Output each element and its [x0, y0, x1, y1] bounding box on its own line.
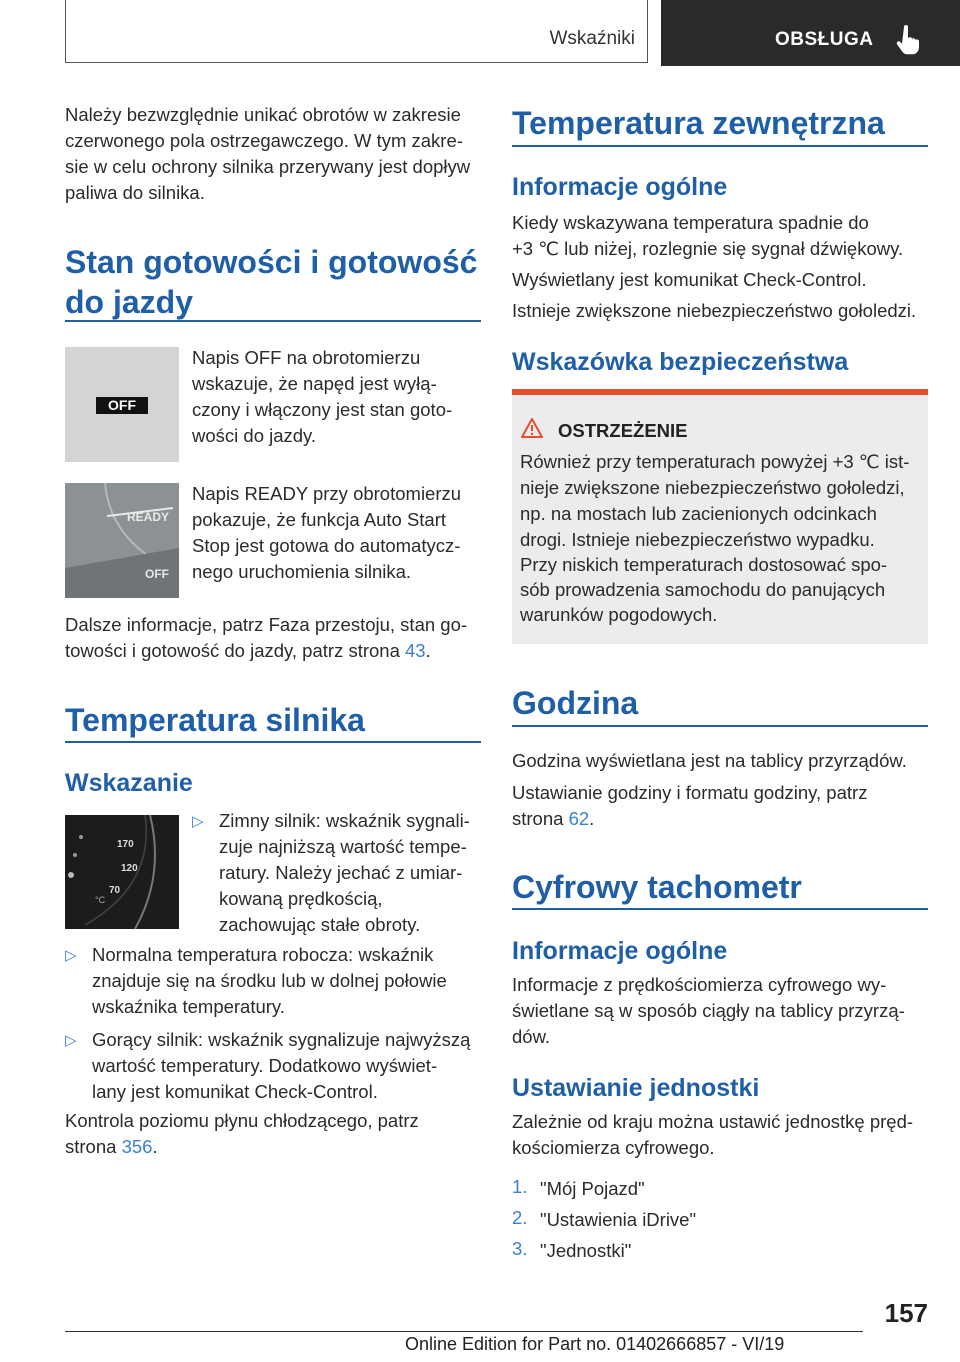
ext-p2: Wyświetlany jest komunikat Check-Control. — [512, 269, 867, 290]
step-1-text: "Mój Pojazd" — [540, 1178, 645, 1199]
temperature-gauge-image — [65, 815, 179, 929]
bullet-triangle-icon: ▷ — [65, 1032, 77, 1049]
step-2-text: "Ustawienia iDrive" — [540, 1209, 697, 1230]
header-section-title: Wskaźniki — [549, 28, 635, 49]
coolant-line-2: strona 356. — [65, 1136, 158, 1157]
hand-pointer-icon — [895, 25, 921, 55]
intro-line-3: sie w celu ochrony silnika przerywany jest dopływ — [65, 156, 471, 177]
tacho-line-1: Informacje z prędkościomierza cyfrowego wy‐ — [512, 974, 887, 995]
bullet-1-line-4: kowaną prędkością, — [219, 888, 383, 909]
heading-informacje-ogolne-1: Informacje ogólne — [512, 173, 728, 201]
ready-text-line-4: nego uruchomienia silnika. — [192, 561, 412, 582]
off-text-line-3: czony i włączony jest stan goto‐ — [192, 399, 453, 420]
more-info-line-1: Dalsze informacje, patrz Faza przestoju, stan go‐ — [65, 614, 468, 635]
bullet-2-line-1: Normalna temperatura robocza: wskaźnik — [92, 944, 434, 965]
heading-temp-zewnetrzna: Temperatura zewnętrzna — [512, 105, 885, 141]
ready-text-line-2: pokazuje, że funkcja Auto Start — [192, 509, 447, 530]
intro-line-2: czerwonego pola ostrzegawczego. W tym zakre‐ — [65, 130, 463, 151]
ready-text-line-1: Napis READY przy obrotomierzu — [192, 483, 462, 504]
page-link-43[interactable]: 43 — [405, 640, 426, 661]
heading-ustawianie-jednostki: Ustawianie jednostki — [512, 1074, 760, 1102]
off-label: OFF — [96, 397, 148, 414]
more-info-line-2: towości i gotowość do jazdy, patrz strona 43. — [65, 640, 431, 661]
page-link-356[interactable]: 356 — [121, 1136, 153, 1157]
heading-wskazowka: Wskazówka bezpieczeństwa — [512, 348, 849, 376]
intro-line-4: paliwa do silnika. — [65, 182, 205, 203]
bullet-1-line-1: Zimny silnik: wskaźnik sygnali‐ — [219, 810, 470, 831]
gauge-label: 170 — [117, 839, 134, 850]
heading-temp-silnika: Temperatura silnika — [65, 702, 365, 738]
warning-line-7: warunków pogodowych. — [520, 604, 718, 625]
ready-indicator-image — [65, 483, 179, 598]
clock-p2-line-2: strona 62. — [512, 808, 595, 829]
bullet-1-line-2: zuje najniższą wartość tempe‐ — [219, 836, 467, 857]
bullet-3-line-2: wartość temperatury. Dodatkowo wyświet‐ — [92, 1055, 438, 1076]
heading-rule — [512, 908, 928, 910]
gauge-label: °C — [95, 895, 106, 905]
clock-p2-line-1: Ustawianie godziny i formatu godziny, patrz — [512, 782, 868, 803]
header-chapter-box — [661, 0, 960, 66]
heading-rule — [65, 741, 481, 743]
footer-edition: Online Edition for Part no. 01402666857 - VI/19 — [405, 1334, 785, 1354]
bullet-1-line-3: ratury. Należy jechać z umiar‐ — [219, 862, 463, 883]
page-link-62[interactable]: 62 — [568, 808, 590, 829]
gauge-label: 70 — [109, 885, 121, 896]
heading-stan-line-2: do jazdy — [65, 284, 194, 320]
units-line-2: kościomierza cyfrowego. — [512, 1137, 715, 1158]
coolant-line-1: Kontrola poziomu płynu chłodzącego, patrz — [65, 1110, 419, 1131]
bullet-2-line-2: znajduje się na środku lub w dolnej połowie — [92, 970, 447, 991]
intro-line-1: Należy bezwzględnie unikać obrotów w zakresie — [65, 104, 461, 125]
warning-line-4: drogi. Istnieje niebezpieczeństwo wypadku. — [520, 529, 875, 550]
ext-p1-line-2: +3 ℃ lub niżej, rozlegnie się sygnał dźwiękowy. — [512, 238, 904, 259]
heading-rule — [512, 145, 928, 147]
heading-rule — [512, 725, 928, 727]
off-text-line-1: Napis OFF na obrotomierzu — [192, 347, 421, 368]
off-indicator-image — [65, 347, 179, 462]
heading-stan-line-1: Stan gotowości i gotowość — [65, 244, 478, 280]
warning-triangle-icon — [520, 417, 544, 439]
tacho-line-3: dów. — [512, 1026, 551, 1047]
ext-p1-line-1: Kiedy wskazywana temperatura spadnie do — [512, 212, 869, 233]
warning-line-2: nieje zwiększone niebezpieczeństwo gołoledzi, — [520, 477, 905, 498]
units-line-1: Zależnie od kraju można ustawić jednostkę pręd‐ — [512, 1111, 914, 1132]
warning-line-6: sób prowadzenia samochodu do panujących — [520, 579, 886, 600]
heading-informacje-ogolne-2: Informacje ogólne — [512, 937, 728, 965]
clock-p1: Godzina wyświetlana jest na tablicy przyrządów. — [512, 750, 907, 771]
ready-label: READY — [127, 510, 170, 524]
step-number: 2. — [512, 1207, 528, 1228]
ext-p3: Istnieje zwiększone niebezpieczeństwo gołoledzi. — [512, 300, 917, 321]
step-number: 1. — [512, 1176, 528, 1197]
heading-godzina: Godzina — [512, 685, 639, 721]
off-text-line-4: wości do jazdy. — [192, 425, 317, 446]
tacho-line-2: świetlane są w sposób ciągły na tablicy przyrzą‐ — [512, 1000, 905, 1021]
heading-rule — [65, 320, 481, 322]
warning-line-3: np. na mostach lub zacienionych odcinkach — [520, 503, 877, 524]
step-3-text: "Jednostki" — [540, 1240, 632, 1261]
ready-text-line-3: Stop jest gotowa do automatycz‐ — [192, 535, 461, 556]
ready-off-label: OFF — [145, 567, 169, 581]
step-number: 3. — [512, 1238, 528, 1259]
bullet-3-line-1: Gorący silnik: wskaźnik sygnalizuje najwyższą — [92, 1029, 471, 1050]
header-section-box — [65, 0, 648, 63]
footer-divider — [65, 1331, 863, 1332]
header-chapter-title: OBSŁUGA — [775, 29, 874, 50]
off-text-line-2: wskazuje, że napęd jest wyłą‐ — [192, 373, 437, 394]
warning-title: OSTRZEŻENIE — [558, 420, 688, 441]
gauge-label: 120 — [121, 863, 138, 874]
warning-line-1: Również przy temperaturach powyżej +3 ℃ ist‐ — [520, 451, 910, 472]
heading-cyfrowy-tachometr: Cyfrowy tachometr — [512, 869, 802, 905]
bullet-3-line-3: lany jest komunikat Check-Control. — [92, 1081, 378, 1102]
bullet-triangle-icon: ▷ — [192, 813, 204, 830]
warning-line-5: Przy niskich temperaturach dostosować spo‐ — [520, 554, 888, 575]
bullet-triangle-icon: ▷ — [65, 947, 77, 964]
page-number: 157 — [884, 1298, 928, 1328]
heading-wskazanie: Wskazanie — [65, 769, 193, 797]
bullet-1-line-5: zachowując stałe obroty. — [219, 914, 421, 935]
bullet-2-line-3: wskaźnika temperatury. — [92, 996, 285, 1017]
